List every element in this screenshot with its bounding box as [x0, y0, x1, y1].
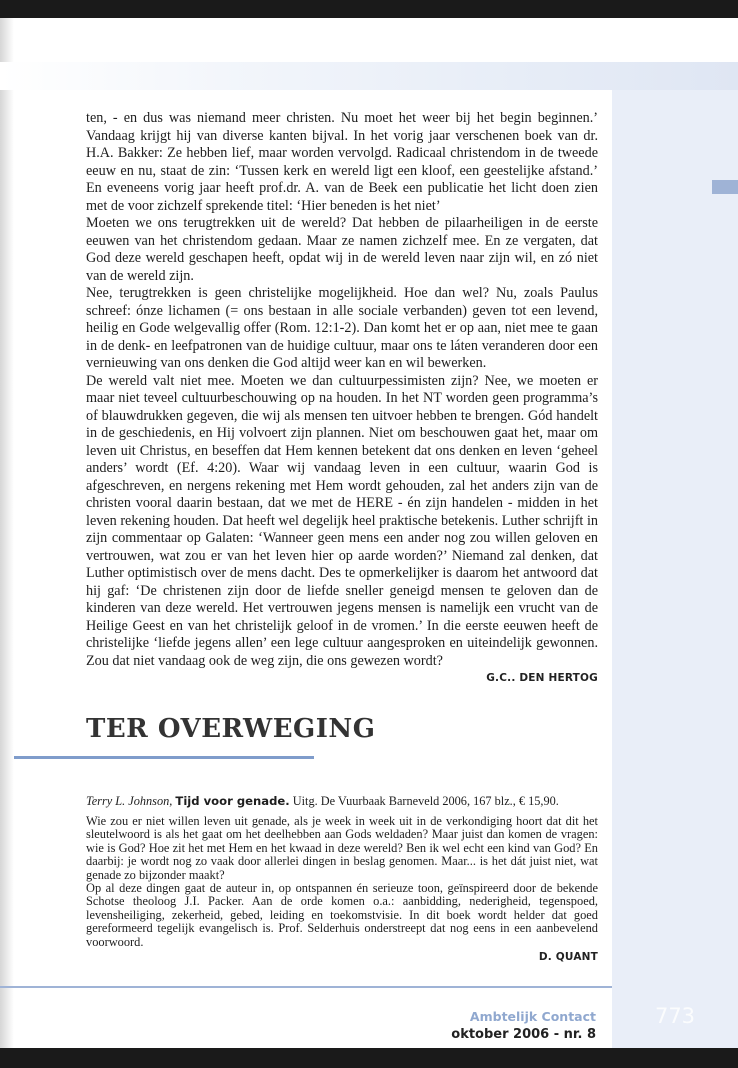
journal-issue: oktober 2006 - nr. 8 [451, 1027, 596, 1042]
book-review [86, 794, 598, 963]
review-paragraph: Op al deze dingen gaat de auteur in, op ontspannen én serieuze toon, geïnspireerd door de bekende Schotse theoloog J.I. Packer. Aan de orde komen o.a.: aanbidding, nederigheid, tegenspoed, levensheiliging, zekerheid, gebed, leiding en toekomstvisie. In dit boek wordt helder dat goed gereformeerd tegelijk evangelisch is. Prof. Selderhuis onderstreept dat nog eens in een aanbevelend voorwoord. [86, 881, 598, 949]
article-paragraph: Moeten we ons terugtrekken uit de wereld? Dat hebben de pilaarheiligen in de eerste eeuwen van het christendom gedaan. Maar ze namen zichzelf mee. En ze vergaten, dat God deze wereld geschapen heeft, opdat wij in de wereld leven naar zijn wil, en zó niet van de wereld zijn. [86, 215, 598, 284]
review-paragraph: Wie zou er niet willen leven uit genade, als je week in week uit in de verkondiging hoort dat dit het sleutelwoord is als het gaat om het deelhebben aan Gods weldaden? Maar juist dan komen de vragen: wie is God? Hoe zit het met Hem en het kwaad in deze wereld? Ben ik wel echt een kind van God? En daarbij: je wordt nog zo vaak door allerlei dingen in beslag genomen. Maar... is het dát juist niet, wat genade zo bijzonder maakt? [86, 814, 598, 882]
page-number: 773 [654, 1004, 696, 1028]
article-body [86, 110, 598, 684]
book-details: Uitg. De Vuurbaak Barneveld 2006, 167 blz., € 15,90. [292, 794, 559, 808]
book-info-line [86, 794, 598, 809]
review-author: D. QUANT [538, 951, 598, 964]
section-title-rule [14, 756, 314, 759]
journal-footer [451, 1008, 596, 1044]
footer-rule [0, 986, 612, 988]
magazine-page [0, 18, 738, 1048]
journal-name: Ambtelijk Contact [469, 1009, 596, 1024]
book-author: Terry L. Johnson, [86, 794, 173, 808]
article-paragraph: Nee, terugtrekken is geen christelijke mogelijkheid. Hoe dan wel? Nu, zoals Paulus schreef: ónze lichamen (= ons bestaan in alle sociale verbanden) geven tot een levend, heilig en Gode welgevallig offer (Rom. 12:1-2). Dan komt het er op aan, niet mee te gaan in de denk- en leefpatronen van de huidige cultuur, maar ons te láten veranderen door een vernieuwing van ons denken die God altijd weer kan en wil bewerken. [86, 285, 598, 371]
article-author: G.C.. DEN HERTOG [486, 672, 598, 684]
book-title: Tijd voor genade. [175, 794, 290, 808]
article-paragraph: ten, - en dus was niemand meer christen. Nu moet het weer bij het begin beginnen.’ Vandaag krijgt hij van diverse kanten bijval. In het vorig jaar verschenen boek van dr. H.A. Bakker: Ze hebben lief, maar worden vervolgd. Radicaal christendom in de tweede eeuw en nu, staat de zin: ‘Tussen kerk en wereld ligt een kloof, een geestelijke afstand.’ En eveneens vorig jaar heeft prof.dr. A. van de Beek een publicatie het licht doen zien met de voor zichzelf sprekende titel: ‘Hier beneden is het niet’ [86, 110, 598, 214]
page-edge-shadow [0, 18, 14, 1048]
section-title: TER OVERWEGING [86, 714, 376, 744]
article-paragraph: De wereld valt niet mee. Moeten we dan cultuurpessimisten zijn? Nee, we moeten er maar niet teveel cultuurbeschouwing op na houden. In het NT worden geen programma’s of blauwdrukken gegeven, die wij als mensen ten uitvoer hebben te brengen. Gód handelt in de geschiedenis, en Hij volvoert zijn plannen. Niet om beschouwen gaat het, maar om leven uit Christus, en beseffen dat Hem kennen betekent dat ons denken en leven ‘geheel anders’ wordt (Ef. 4:20). Waar wij vandaag leven in een cultuur, waarin God is afgeschreven, en nergens rekening met Hem wordt gehouden, zal het anders zijn van de christen vooral daarin bestaan, dat we met de HERE - én zijn handelen - midden in het leven rekening houden. Dat heeft wel degelijk heel praktische betekenis. Luther schrijft in zijn commentaar op Galaten: ‘Wanneer geen mens een ander nog zou willen geloven en vertrouwen, wat zou er van het leven hier op aarde worden?’ Niemand zal denken, dat Luther optimistisch over de mens dacht. Des te opmerkelijker is daarom het antwoord dat hij gaf: ‘De christenen zijn door de liefde sneller geneigd mensen te geloven dan de kinderen van deze wereld. Het vertrouwen jegens mensen is namelijk een vrucht van de Heilige Geest en van het christelijk geloof in de vromen.’ In die eerste eeuwen heeft de christelijke ‘liefde jegens allen’ een lege cultuur aangesproken en uiteindelijk gewonnen. Zou dat niet vandaag ook de weg zijn, die ons gewezen wordt? [86, 372, 598, 669]
top-header-band [0, 62, 738, 90]
margin-tab-marker [712, 180, 738, 194]
right-sidebar-band [612, 66, 738, 1048]
